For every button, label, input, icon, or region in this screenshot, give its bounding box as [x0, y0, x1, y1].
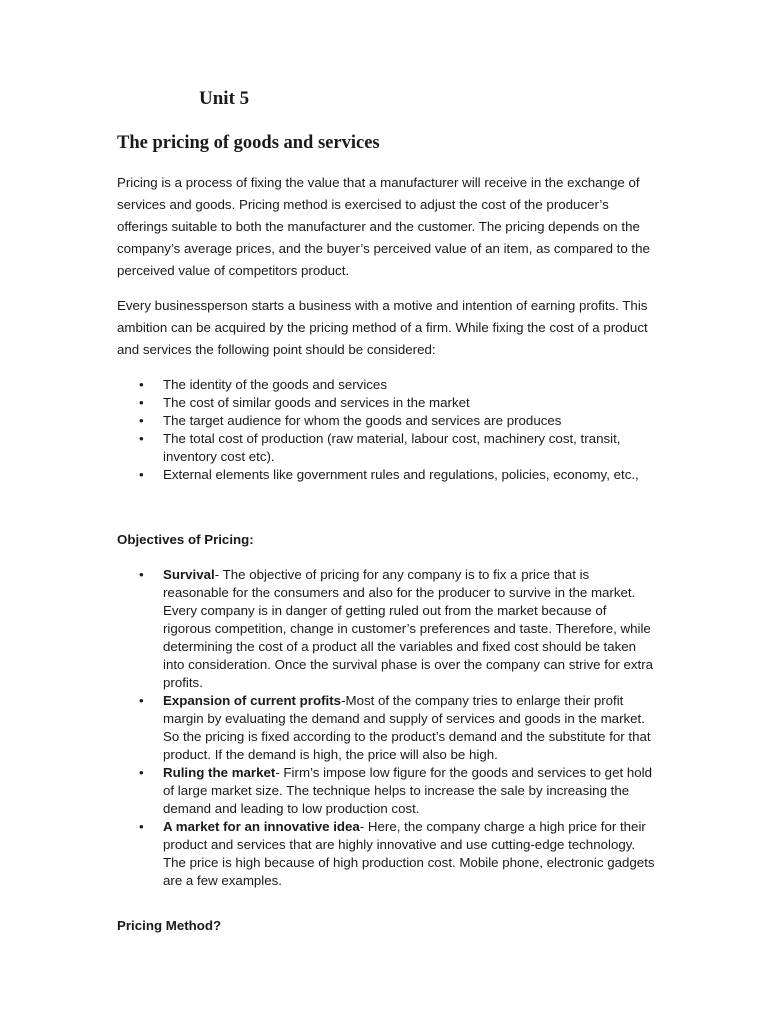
- list-item: [117, 818, 657, 890]
- objective-term: Survival: [163, 567, 215, 582]
- list-item: [117, 566, 657, 692]
- list-item: [117, 692, 657, 764]
- intro-paragraph: Pricing is a process of fixing the value that a manufacturer will receive in the exchange of services and goods. Pricing method is exercised to adjust the cost of the producer’s offerings suitable to both the manufacturer and the customer. The pricing depends on the company’s average prices, and the buyer’s perceived value of an item, as compared to the perceived value of competitors product.: [117, 175, 650, 278]
- list-item: • The target audience for whom the goods and services are produces: [117, 412, 657, 430]
- list-item: • External elements like government rules and regulations, policies, economy, etc.,: [117, 466, 657, 484]
- list-item: • The cost of similar goods and services in the market: [117, 394, 657, 412]
- objective-text: - The objective of pricing for any company is to fix a price that is reasonable for the consumers and also for the producer to survive in the market. Every company is in danger of getting ruled out from the market because of rigorous competition, change in customer’s preferences and taste. Therefore, while determining the cost of a product all the variables and fixed cost should be taken into consideration. Once the survival phase is over the company can strive for extra profits.: [163, 567, 654, 690]
- objective-term: A market for an innovative idea: [163, 819, 360, 834]
- objectives-list: [117, 566, 657, 890]
- objective-term: Expansion of current profits: [163, 693, 342, 708]
- unit-title: Unit 5: [199, 88, 250, 109]
- list-item: • The total cost of production (raw material, labour cost, machinery cost, transit, inventory cost etc).: [117, 430, 657, 466]
- page-title: The pricing of goods and services: [117, 133, 380, 153]
- list-item: [117, 764, 657, 818]
- objective-text: - Firm’s impose low figure for the goods and services to get hold of large market size. The technique helps to increase the sale by increasing the demand and leading to low production cost.: [163, 765, 652, 816]
- list-item: • The identity of the goods and services: [117, 376, 657, 394]
- objective-text: -Most of the company tries to enlarge their profit margin by evaluating the demand and supply of services and goods in the market. So the pricing is fixed according to the product’s demand and the substitute for that product. If the demand is high, the price will also be high.: [163, 693, 651, 762]
- objective-text: - Here, the company charge a high price for their product and services that are highly innovative and use cutting-edge technology. The price is high because of high production cost. Mobile phone, electronic gadgets are a few examples.: [163, 819, 655, 888]
- objective-term: Ruling the market: [163, 765, 276, 780]
- profit-paragraph: Every businessperson starts a business with a motive and intention of earning profits. This ambition can be acquired by the pricing method of a firm. While fixing the cost of a product and services the following point should be considered:: [117, 298, 648, 357]
- pricing-method-heading: Pricing Method?: [117, 918, 222, 933]
- objectives-heading: Objectives of Pricing:: [117, 532, 254, 547]
- considerations-list: [117, 376, 657, 484]
